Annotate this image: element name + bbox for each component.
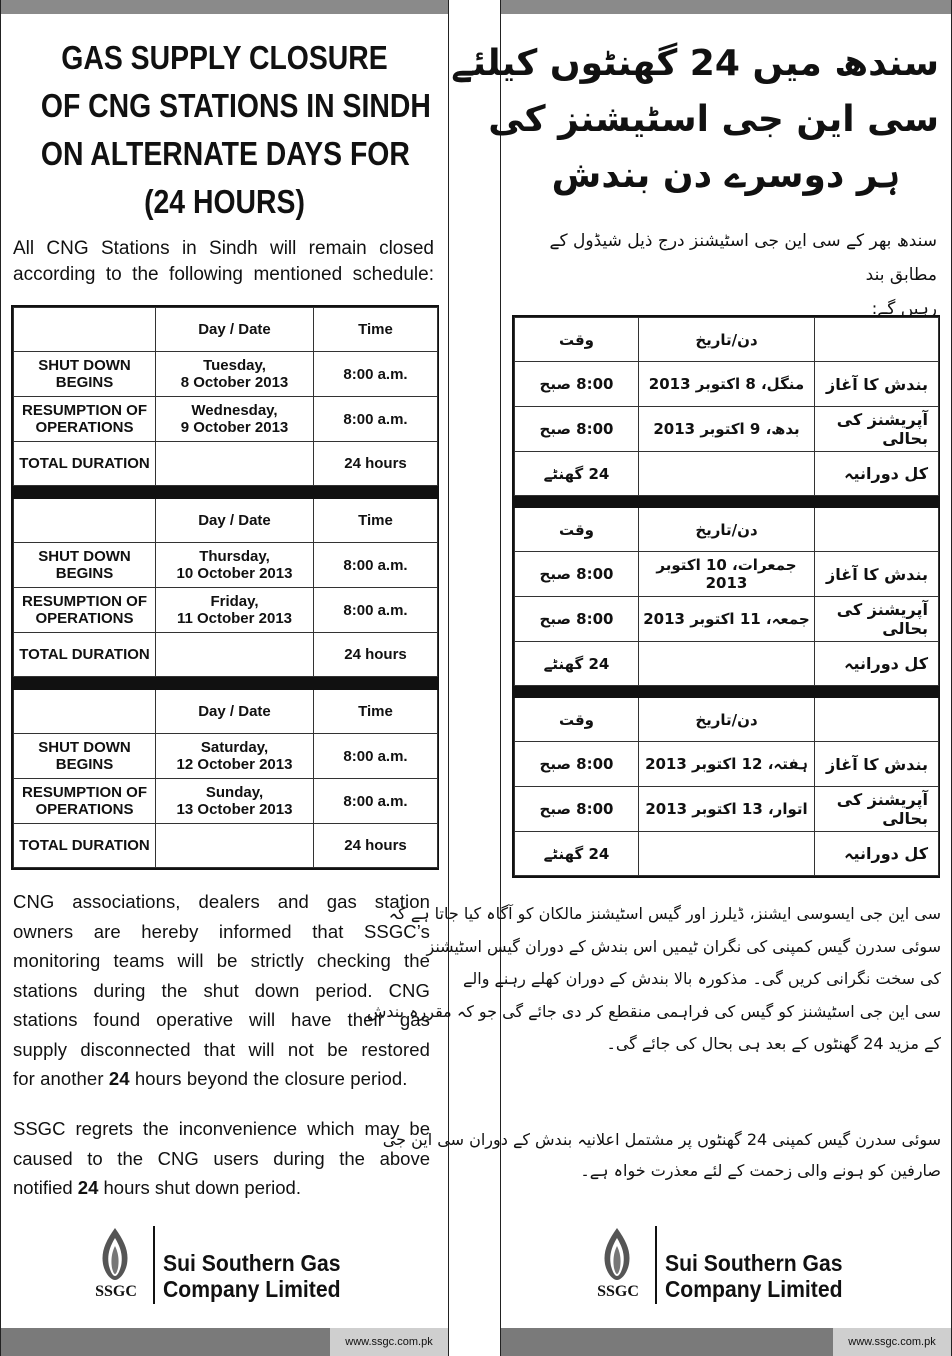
resumption-time: 8:00 صبح [515,787,639,832]
table-row [14,397,438,442]
resumption-time: 8:00 a.m. [314,397,438,442]
top-bar [501,0,951,14]
urdu-schedule-table [512,315,940,878]
company-name-line: Company Limited [665,1276,843,1302]
resumption-time: 8:00 a.m. [314,779,438,824]
shutdown-time: 8:00 صبح [515,742,639,787]
shutdown-label: بندش کا آغاز [815,742,939,787]
body-line: owners are hereby informed that SSGC’s [13,920,430,942]
header-empty-cell [815,698,939,742]
empty-cell [639,452,815,496]
resumption-time: 8:00 صبح [515,597,639,642]
table-row [515,832,939,876]
empty-cell [156,824,314,868]
header-day-date: دن/تاریخ [639,698,815,742]
urdu-regret-text [382,1124,941,1186]
resumption-date: Wednesday, 9 October 2013 [156,397,314,442]
notice-body [13,887,430,1094]
resumption-label: RESUMPTION OF OPERATIONS [14,588,156,633]
block-separator [515,496,939,508]
table-header-row [515,698,939,742]
body-line: stations found operative will have their gas [13,1009,430,1030]
urdu-intro-text [515,224,937,326]
header-time: وقت [515,698,639,742]
website-link[interactable]: www.ssgc.com.pk [330,1328,448,1356]
shutdown-date: ہفتہ، 12 اکتوبر 2013 [639,742,815,787]
regret-line: SSGC regrets the inconvenience which may be [13,1118,430,1139]
header-empty-cell [815,318,939,362]
logo-divider [655,1226,657,1304]
header-empty-cell [14,308,156,352]
regret-line: notified 24 hours shut down period. [13,1177,301,1198]
resumption-date: Friday, 11 October 2013 [156,588,314,633]
table-row [515,787,939,832]
table-row [14,442,438,486]
table-row [515,452,939,496]
shutdown-label: بندش کا آغاز [815,552,939,597]
english-notice-panel [0,0,449,1356]
total-duration-value: 24 گھنٹے [515,452,639,496]
body-line: for another 24 hours beyond the closure period. [13,1068,408,1089]
header-time: Time [314,308,438,352]
title-line: OF CNG STATIONS IN SINDH [40,87,431,124]
shutdown-label: SHUT DOWN BEGINS [14,352,156,397]
header-day-date: دن/تاریخ [639,508,815,552]
table-row [515,642,939,686]
block-separator [515,686,939,698]
shutdown-time: 8:00 صبح [515,362,639,407]
header-day-date: Day / Date [156,499,314,543]
resumption-time: 8:00 a.m. [314,588,438,633]
header-empty-cell [815,508,939,552]
header-time: Time [314,690,438,734]
total-duration-label: TOTAL DURATION [14,633,156,677]
flame-icon [97,1226,133,1282]
shutdown-label: SHUT DOWN BEGINS [14,734,156,779]
schedule-table [11,305,439,870]
empty-cell [639,832,815,876]
header-day-date: Day / Date [156,308,314,352]
title-line: GAS SUPPLY CLOSURE [61,39,388,76]
urdu-intro-line: رہیں گے: [871,299,937,319]
table-row [515,597,939,642]
resumption-date: اتوار، 13 اکتوبر 2013 [639,787,815,832]
empty-cell [156,633,314,677]
block-separator [14,677,438,690]
resumption-date: جمعہ، 11 اکتوبر 2013 [639,597,815,642]
header-time: Time [314,499,438,543]
ssgc-logo [585,1226,885,1306]
resumption-time: 8:00 صبح [515,407,639,452]
block-separator [14,486,438,499]
table-row [515,407,939,452]
flame-icon [599,1226,635,1282]
notice-title [40,34,431,226]
table-row [14,588,438,633]
intro-line: according to the following mentioned schedule: [13,264,434,285]
total-duration-label: TOTAL DURATION [14,442,156,486]
ssgc-logo [83,1226,383,1306]
table-row [515,362,939,407]
company-name [163,1250,341,1302]
regret-text [13,1114,430,1203]
resumption-label: آپریشنز کی بحالی [815,787,939,832]
body-line: monitoring teams will be strictly checking the [13,950,430,971]
header-empty-cell [14,499,156,543]
urdu-title-line: ہر دوسرے دن بندش [551,155,901,196]
shutdown-date: Tuesday, 8 October 2013 [156,352,314,397]
table-row [515,742,939,787]
urdu-regret-line: سوئی سدرن گیس کمپنی 24 گھنٹوں پر مشتمل اعلانیہ بندش کے دوران سی این جی [382,1130,941,1149]
shutdown-label: بندش کا آغاز [815,362,939,407]
logo-abbreviation: SSGC [95,1283,137,1300]
resumption-label: RESUMPTION OF OPERATIONS [14,397,156,442]
shutdown-date: جمعرات، 10 اکتوبر 2013 [639,552,815,597]
shutdown-time: 8:00 a.m. [314,543,438,588]
company-name [665,1250,843,1302]
total-duration-label: کل دورانیہ [815,642,939,686]
total-duration-value: 24 گھنٹے [515,642,639,686]
regret-line: caused to the CNG users during the above [13,1147,430,1169]
table-row [14,352,438,397]
body-line: supply disconnected that will not be restored [13,1038,430,1060]
table-header-row [14,499,438,543]
table-row [515,552,939,597]
urdu-body-line: کی سخت نگرانی کریں گی۔ مذکورہ بالا بندش کے دوران کھلے رہنے والے [463,969,941,988]
urdu-notice-body [366,898,941,1061]
shutdown-date: Saturday, 12 October 2013 [156,734,314,779]
urdu-body-line: سوئی سدرن گیس کمپنی کی نگران ٹیمیں اس بندش کے دوران گیس اسٹیشنز [426,936,941,956]
title-line: ON ALTERNATE DAYS FOR [40,135,410,172]
header-day-date: Day / Date [156,690,314,734]
table-row [14,734,438,779]
table-header-row [14,690,438,734]
total-duration-value: 24 hours [314,633,438,677]
shutdown-label: SHUT DOWN BEGINS [14,543,156,588]
logo-abbreviation: SSGC [597,1283,639,1300]
header-time: وقت [515,318,639,362]
company-name-line: Company Limited [163,1276,341,1302]
urdu-intro-line: سندھ بھر کے سی این جی اسٹیشنز درج ذیل شیڈول کے مطابق بند [549,231,937,285]
body-line: CNG associations, dealers and gas station [13,891,430,912]
table-row [14,779,438,824]
header-time: وقت [515,508,639,552]
urdu-title-line: سندھ میں 24 گھنٹوں کیلئے [451,43,939,84]
resumption-date: Sunday, 13 October 2013 [156,779,314,824]
resumption-label: آپریشنز کی بحالی [815,407,939,452]
shutdown-date: Thursday, 10 October 2013 [156,543,314,588]
title-line: (24 HOURS) [144,183,305,220]
company-name-line: Sui Southern Gas [163,1250,341,1276]
urdu-notice-title [451,36,939,204]
shutdown-time: 8:00 a.m. [314,734,438,779]
table-header-row [515,318,939,362]
total-duration-value: 24 hours [314,824,438,868]
total-duration-value: 24 hours [314,442,438,486]
company-name-line: Sui Southern Gas [665,1250,843,1276]
empty-cell [156,442,314,486]
table-header-row [14,308,438,352]
resumption-label: RESUMPTION OF OPERATIONS [14,779,156,824]
shutdown-date: منگل، 8 اکتوبر 2013 [639,362,815,407]
intro-text [13,236,434,288]
shutdown-time: 8:00 a.m. [314,352,438,397]
total-duration-label: کل دورانیہ [815,452,939,496]
table-row [14,633,438,677]
table-header-row [515,508,939,552]
table-row [14,543,438,588]
resumption-date: بدھ، 9 اکتوبر 2013 [639,407,815,452]
header-empty-cell [14,690,156,734]
urdu-body-line: سی این جی اسٹیشنز کو گیس کی فراہمی منقطع کر دی جائے گی جو کہ مقررہ بندش [366,1001,941,1021]
urdu-body-line: سی این جی ایسوسی ایشنز، ڈیلرز اور گیس اسٹیشنز مالکان کو آگاہ کیا جاتا ہے کہ [388,904,941,923]
urdu-title-line: سی این جی اسٹیشنز کی [488,99,939,140]
website-link[interactable]: www.ssgc.com.pk [833,1328,951,1356]
resumption-label: آپریشنز کی بحالی [815,597,939,642]
table-row [14,824,438,868]
total-duration-label: TOTAL DURATION [14,824,156,868]
top-bar [1,0,448,14]
shutdown-time: 8:00 صبح [515,552,639,597]
urdu-regret-line: صارفین کو ہونے والی زحمت کے لئے معذرت خواہ ہے۔ [580,1161,941,1180]
total-duration-value: 24 گھنٹے [515,832,639,876]
body-line: stations during the shut down period. CNG [13,979,430,1001]
intro-line: All CNG Stations in Sindh will remain closed [13,238,434,259]
header-day-date: دن/تاریخ [639,318,815,362]
urdu-body-line: کے مزید 24 گھنٹوں کے بعد ہی بحال کی جائے گی۔ [606,1034,941,1053]
total-duration-label: کل دورانیہ [815,832,939,876]
empty-cell [639,642,815,686]
logo-divider [153,1226,155,1304]
